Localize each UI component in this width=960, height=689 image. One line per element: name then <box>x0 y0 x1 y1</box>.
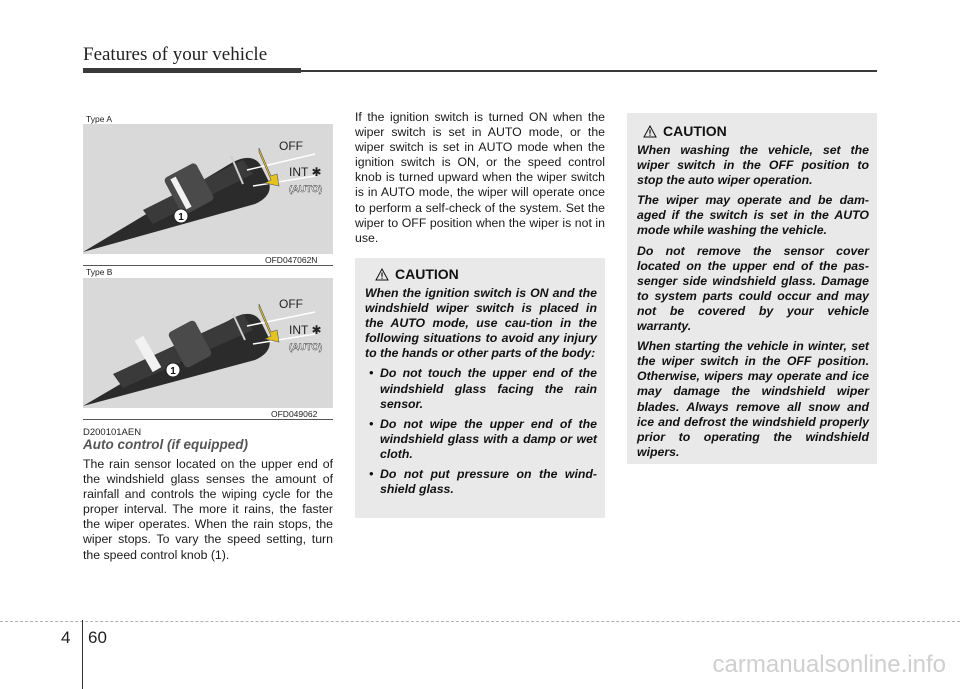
caution-intro: When the ignition switch is ON and the windshield wiper switch is placed in the AUTO mode, use cau-tion in the following situations to avoid any injury to the hands or other parts of the body: <box>365 286 597 361</box>
caution-title-text-right: CAUTION <box>663 123 727 139</box>
figure-a-type-label: Type A <box>86 114 112 124</box>
watermark: carmanualsonline.info <box>712 651 946 678</box>
off-label-a: OFF <box>279 139 303 153</box>
figure-b-code: OFD049062 <box>271 409 318 419</box>
caution-bullet: • Do not wipe the upper end of the windshield glass with a damp or wet cloth. <box>365 417 597 462</box>
wiper-stalk-b-image <box>83 278 333 408</box>
figure-a-rule <box>83 265 333 266</box>
warning-triangle-icon <box>643 125 657 138</box>
self-check-paragraph: If the ignition switch is turned ON when the wiper switch is set in AUTO mode, or the wiper switch is set in AUTO mode when the ignition switch is ON, or the speed control knob is turned upward when the wiper switch is in AUTO mode, the wiper will operate once to perform a self-check of the system. Set the wiper to OFF position when the wiper is not in use. <box>355 110 605 245</box>
callout-1-b: 1 <box>170 366 176 377</box>
section-heading: Auto control (if equipped) <box>83 437 248 452</box>
chapter-number: 4 <box>61 628 71 647</box>
section-code: D200101AEN <box>83 427 142 438</box>
header-rule-thin <box>301 70 877 72</box>
off-label-b: OFF <box>279 297 303 311</box>
header-rule-thick <box>83 68 301 73</box>
caution-body-middle <box>365 286 597 497</box>
caution-bullet: • Do not put pressure on the wind-shield glass. <box>365 467 597 497</box>
footer-rule <box>0 621 960 622</box>
int-label-a: INT ✱ <box>289 165 322 179</box>
caution-box-middle <box>355 258 605 518</box>
wiper-stalk-a-image <box>83 124 333 254</box>
caution-title-middle <box>375 266 597 282</box>
section-body: The rain sensor located on the upper end of the windshield glass senses the amount of rainfall and controls the wiping cycle for the proper interval. The more it rains, the faster the wiper operates. When the rain stops, the wiper stops. To vary the speed setting, turn the speed control knob (1). <box>83 457 333 562</box>
page-number: 60 <box>88 628 107 647</box>
figure-b-type-label: Type B <box>86 267 113 277</box>
caution-bullet-list <box>365 366 597 497</box>
caution-paragraph: The wiper may operate and be dam-aged if the switch is set in the AUTO mode while washing the vehicle. <box>637 193 869 238</box>
caution-title-right <box>643 123 869 139</box>
figure-a-code: OFD047062N <box>265 255 318 265</box>
auto-label-a: (AUTO) <box>289 184 323 195</box>
caution-box-right <box>627 113 877 464</box>
caution-paragraph: When washing the vehicle, set the wiper switch in the OFF position to stop the auto wiper operation. <box>637 143 869 188</box>
figure-b-rule <box>83 419 333 420</box>
caution-paragraph: Do not remove the sensor cover located on the upper end of the pas-senger side windshield glass. Damage to system parts could occur and may not be covered by your vehicle warranty. <box>637 243 869 334</box>
footer-divider <box>82 620 83 689</box>
auto-label-b: (AUTO) <box>289 342 323 353</box>
warning-triangle-icon <box>375 268 389 281</box>
callout-1-a: 1 <box>178 212 184 223</box>
caution-paragraph: When starting the vehicle in winter, set the wiper switch in the OFF position. Otherwise, wipers may operate and ice may damage the windshield wiper blades. Always remove all snow and ice and defrost the windshield properly prior to operating the windshield wipers. <box>637 339 869 459</box>
int-label-b: INT ✱ <box>289 323 322 337</box>
caution-bullet: • Do not touch the upper end of the windshield glass facing the rain sensor. <box>365 366 597 411</box>
figure-b-illustration <box>83 278 333 408</box>
caution-title-text-middle: CAUTION <box>395 266 459 282</box>
caution-body-right <box>637 143 869 460</box>
page-header-title: Features of your vehicle <box>83 44 268 65</box>
figure-a-illustration <box>83 124 333 254</box>
